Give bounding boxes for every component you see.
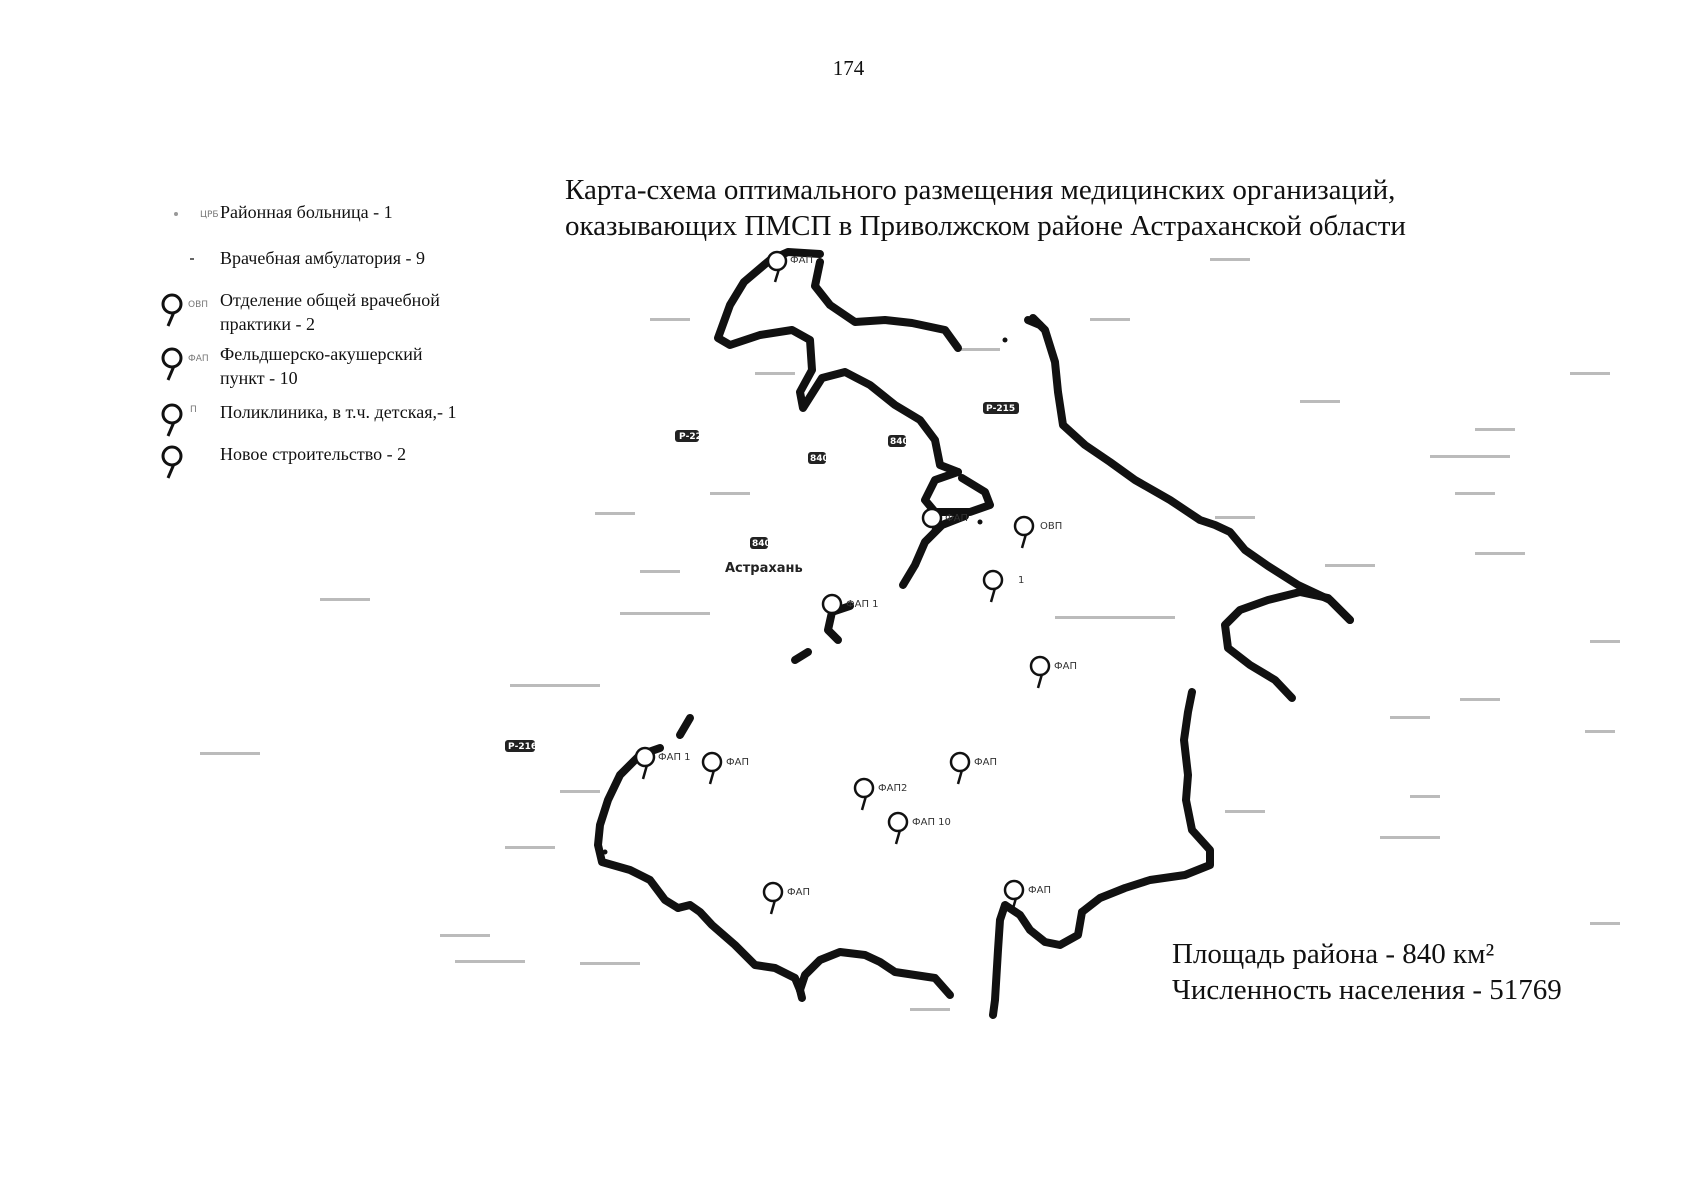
district-boundary xyxy=(598,252,1350,1015)
district-stats xyxy=(1172,936,1562,1008)
city-label-astrakhan: Астрахань xyxy=(725,561,803,576)
ambulatory-dots xyxy=(603,338,1008,855)
svg-text:ФАП: ФАП xyxy=(1054,661,1077,672)
map-pin xyxy=(823,595,879,626)
map-pin xyxy=(636,748,691,779)
population-label: Численность населения - 51769 xyxy=(1172,974,1562,1006)
legend-label: Врачебная амбулатория - 9 xyxy=(220,248,425,268)
map-pin xyxy=(889,813,951,844)
legend-label: Фельдшерско-акушерский пункт - 10 xyxy=(220,344,423,388)
svg-text:ОВП: ОВП xyxy=(1040,521,1063,532)
map-pin xyxy=(1015,517,1062,548)
legend-label: Поликлиника, в т.ч. детская,- 1 xyxy=(220,402,457,422)
svg-text:П: П xyxy=(190,405,197,415)
page-number: 174 xyxy=(832,56,865,80)
svg-text:ФАП 10: ФАП 10 xyxy=(912,817,951,828)
map-pin xyxy=(1031,657,1077,688)
area-label: Площадь района - 840 км² xyxy=(1172,938,1495,970)
svg-text:ОВП: ОВП xyxy=(188,300,209,310)
legend-label: Отделение общей врачебной практики - 2 xyxy=(220,290,440,334)
road-badge xyxy=(675,430,702,442)
svg-text:ФАП: ФАП xyxy=(945,513,968,524)
svg-text:840: 840 xyxy=(752,539,771,549)
map-title-line1: Карта-схема оптимального размещения медицинских организаций, xyxy=(565,174,1396,206)
map-pin xyxy=(764,883,810,914)
map-pin xyxy=(703,753,749,784)
road-badge xyxy=(750,537,771,549)
map-pin xyxy=(855,779,907,810)
svg-text:ФАП: ФАП xyxy=(790,255,813,266)
svg-text:ЦРБ: ЦРБ xyxy=(200,210,219,220)
svg-text:ФАП: ФАП xyxy=(188,354,209,364)
svg-text:ФАП 1: ФАП 1 xyxy=(846,599,879,610)
svg-text:ФАП: ФАП xyxy=(1028,885,1051,896)
svg-text:ФАП: ФАП xyxy=(974,757,997,768)
svg-text:ФАП: ФАП xyxy=(726,757,749,768)
map-title-line2: оказывающих ПМСП в Приволжском районе Астраханской области xyxy=(565,210,1406,242)
map-pin xyxy=(768,252,813,282)
svg-text:Р-215: Р-215 xyxy=(986,404,1016,414)
svg-text:ФАП: ФАП xyxy=(787,887,810,898)
svg-text:840: 840 xyxy=(890,437,909,447)
legend-label: Новое строительство - 2 xyxy=(220,444,407,464)
svg-text:Р-216: Р-216 xyxy=(508,742,538,752)
legend-label: Районная больница - 1 xyxy=(220,202,393,222)
svg-text:840: 840 xyxy=(810,454,829,464)
place-labels xyxy=(200,258,1620,1011)
svg-text:Р-22: Р-22 xyxy=(679,432,702,442)
svg-text:ФАП2: ФАП2 xyxy=(878,783,908,794)
svg-text:ФАП 1: ФАП 1 xyxy=(658,752,691,763)
road-badge xyxy=(983,402,1019,414)
road-badge xyxy=(888,435,909,447)
svg-text:1: 1 xyxy=(1018,575,1025,586)
map-pin xyxy=(951,753,997,784)
road-badge xyxy=(505,740,537,752)
map-pin xyxy=(984,571,1024,602)
pins xyxy=(636,252,1077,914)
road-badge xyxy=(808,452,829,464)
